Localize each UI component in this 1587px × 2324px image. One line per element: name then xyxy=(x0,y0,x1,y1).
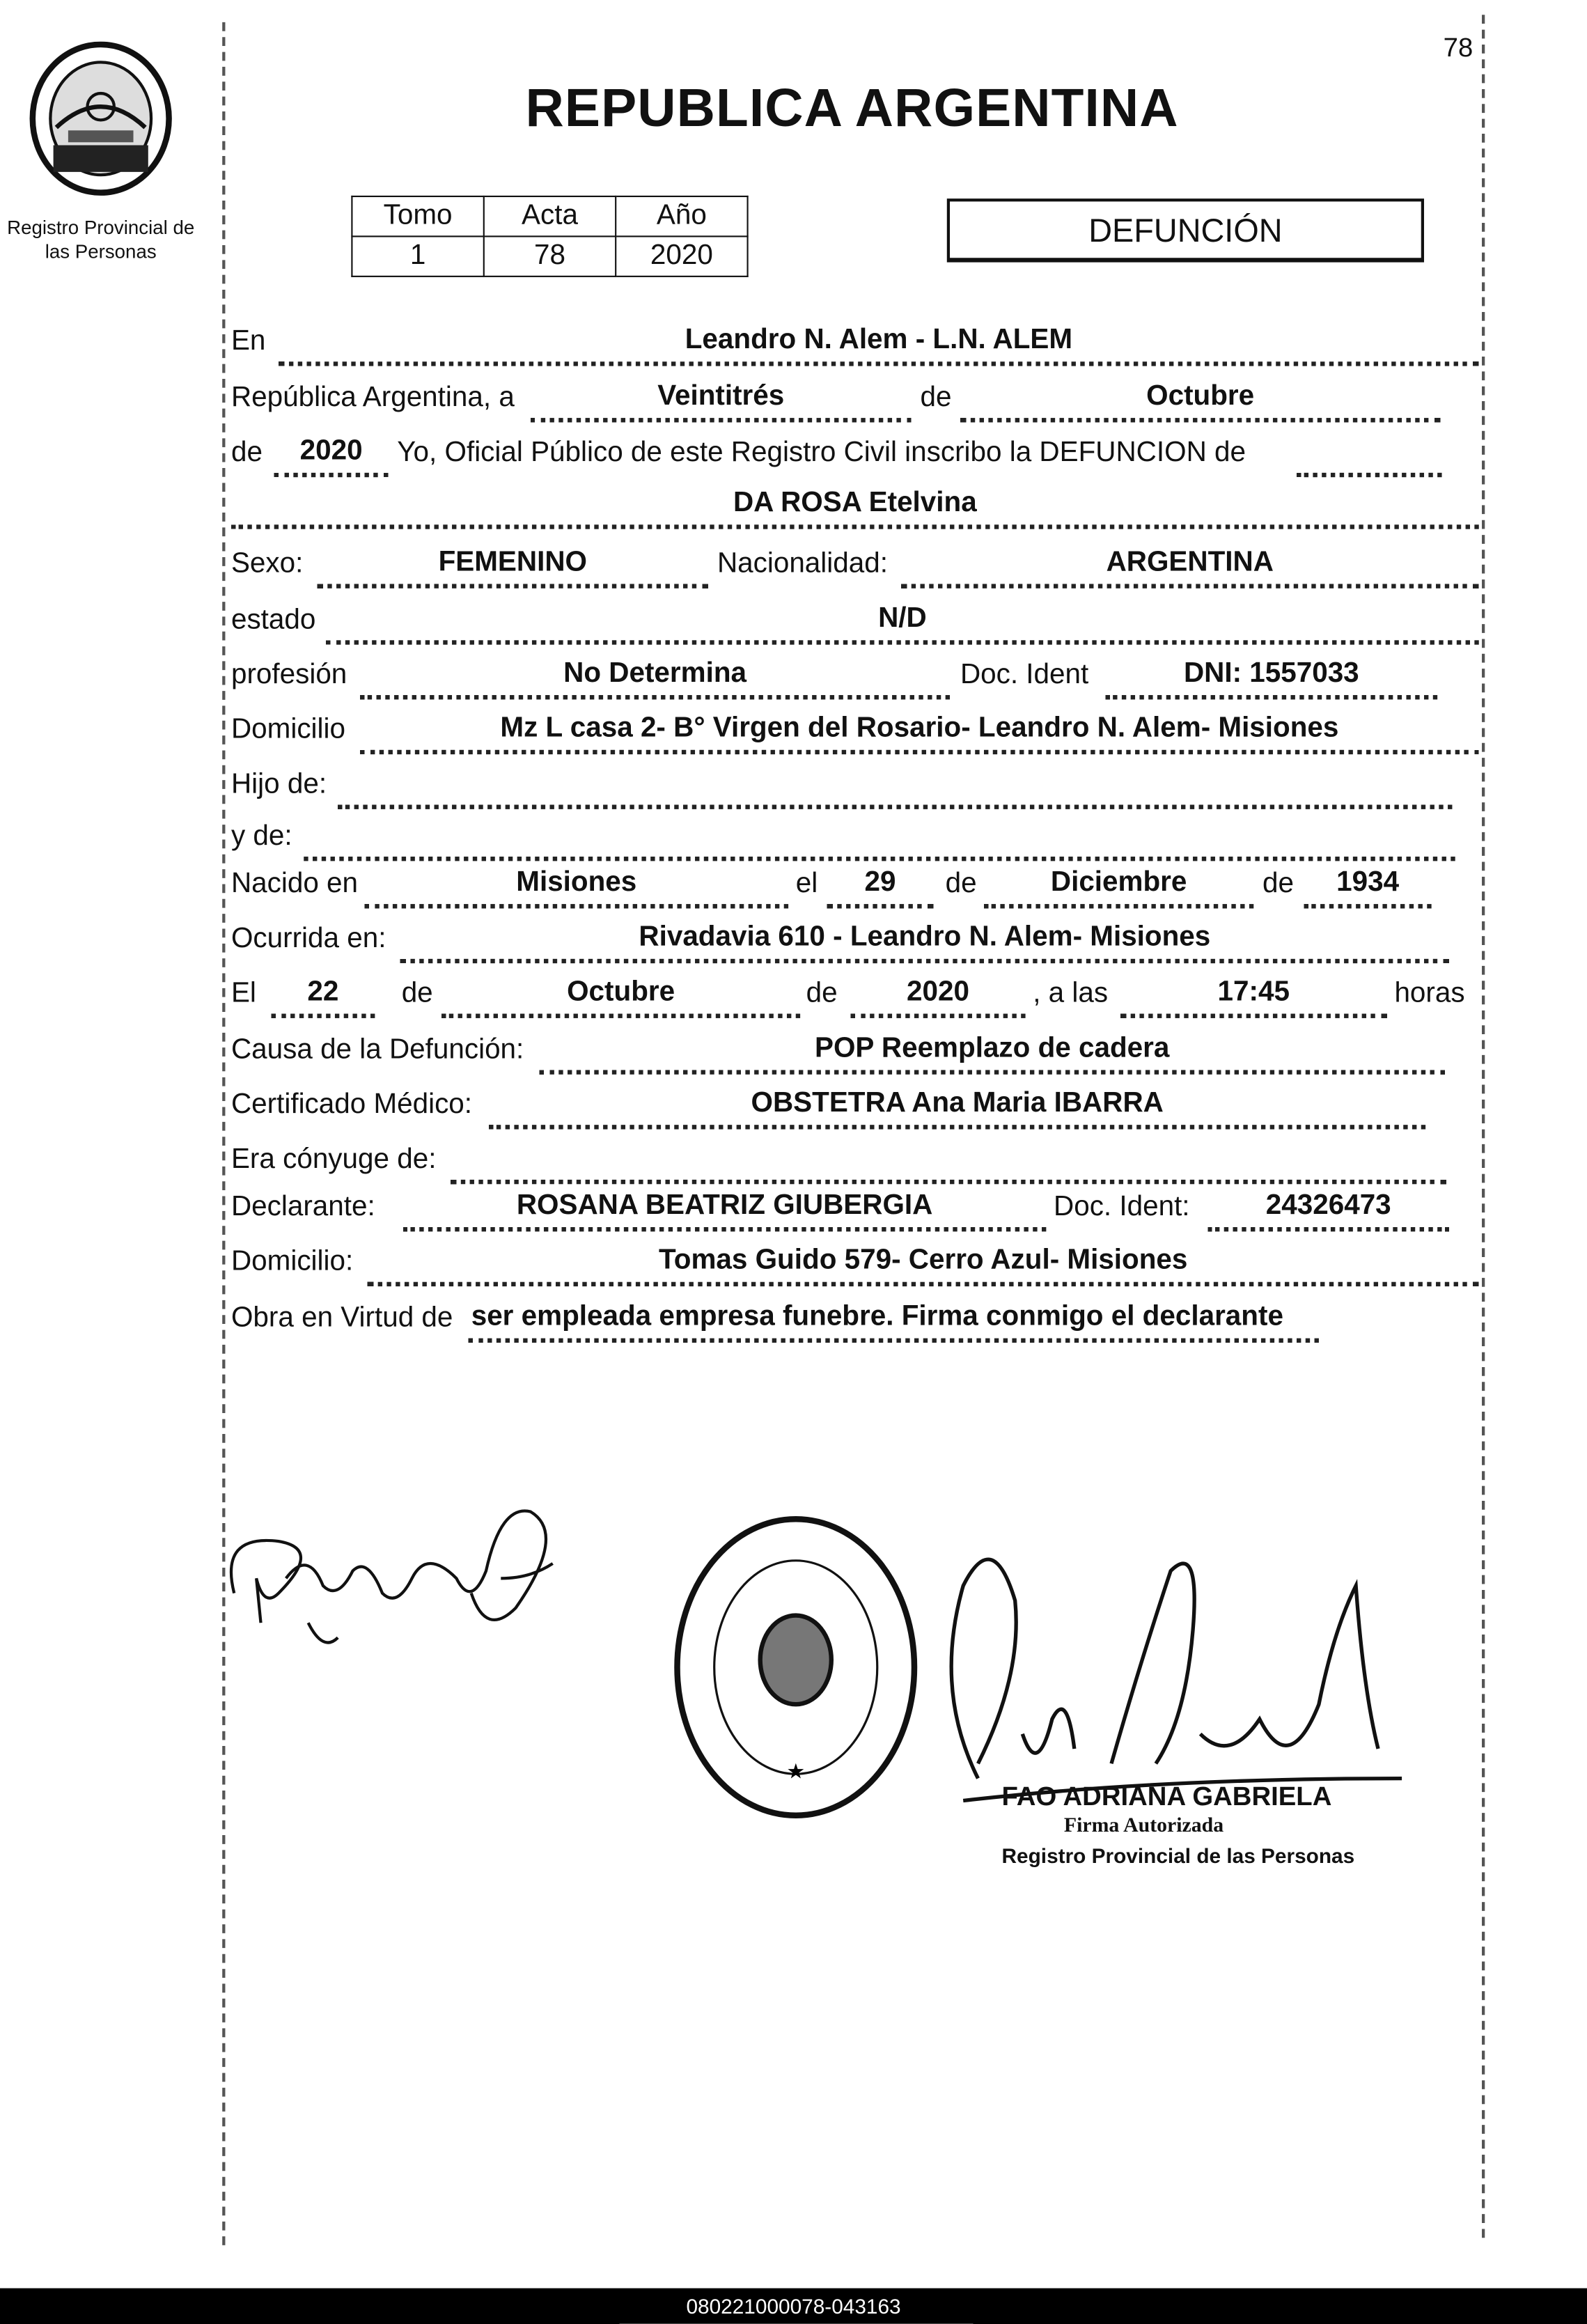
page-title: REPUBLICA ARGENTINA xyxy=(525,77,1179,138)
El-label: El xyxy=(230,978,256,1010)
muerte-dia-field xyxy=(271,976,375,1018)
de-label: de xyxy=(806,978,838,1010)
sexo-field xyxy=(317,547,708,588)
muerte-anio-field xyxy=(850,976,1025,1018)
doc-ident-field xyxy=(1105,657,1437,699)
nacionalidad-field xyxy=(901,547,1479,588)
nacionalidad-value: ARGENTINA xyxy=(1106,547,1274,578)
obra-value: ser empleada empresa funebre. Firma conmigo el declarante xyxy=(471,1301,1283,1333)
nacido-lugar-field xyxy=(364,866,788,908)
conyuge-label: Era cónyuge de: xyxy=(230,1144,437,1176)
profesion-value: No Determina xyxy=(563,657,747,689)
year-value: 2020 xyxy=(299,435,363,467)
yde-label: y de: xyxy=(230,820,292,852)
declarante-domicilio-value: Tomas Guido 579- Cerro Azul- Misiones xyxy=(659,1245,1188,1277)
declarante-field xyxy=(403,1190,1047,1231)
declarante-label: Declarante: xyxy=(230,1191,375,1223)
certificado-label: Certificado Médico: xyxy=(230,1089,473,1121)
month-field xyxy=(960,380,1440,422)
ocurrida-value: Rivadavia 610 - Leandro N. Alem- Misiones xyxy=(639,921,1211,953)
nacido-lugar-value: Misiones xyxy=(516,866,637,898)
sexo-label: Sexo: xyxy=(230,548,304,580)
causa-value: POP Reemplazo de cadera xyxy=(815,1033,1170,1064)
value-tomo: 1 xyxy=(352,236,483,276)
ocurrida-field xyxy=(400,921,1450,963)
official-name: FAO ADRIANA GABRIELA xyxy=(1001,1781,1332,1811)
domicilio2-label: Domicilio: xyxy=(230,1246,354,1278)
certificado-field xyxy=(489,1087,1425,1129)
certificado-value: OBSTETRA Ana Maria IBARRA xyxy=(751,1087,1164,1119)
record-table xyxy=(351,196,748,277)
deceased-name-field xyxy=(231,488,1479,529)
alas-label: , a las xyxy=(1033,978,1109,1010)
value-acta: 78 xyxy=(484,236,616,276)
nacionalidad-label: Nacionalidad: xyxy=(717,548,888,580)
record-type-box: DEFUNCIÓN xyxy=(947,198,1424,263)
registry-label: Registro Provincial de las Personas xyxy=(7,216,195,263)
de-label: de xyxy=(945,868,977,900)
left-margin-line xyxy=(222,22,225,2245)
en-value-field xyxy=(279,325,1479,366)
nacido-mes-value: Diciembre xyxy=(1050,866,1187,898)
sexo-value: FEMENINO xyxy=(438,547,587,578)
blank-field xyxy=(1297,440,1442,477)
domicilio-field xyxy=(360,712,1479,754)
estado-label: estado xyxy=(230,605,316,636)
horas-label: horas xyxy=(1394,978,1465,1010)
nacido-mes-field xyxy=(984,866,1253,908)
page-number: 78 xyxy=(1443,32,1473,63)
muerte-anio-value: 2020 xyxy=(907,976,970,1008)
de-label: de xyxy=(920,382,952,414)
blank-field xyxy=(451,1147,1446,1184)
domicilio-value: Mz L casa 2- B° Virgen del Rosario- Leandro N. Alem- Misiones xyxy=(500,712,1339,744)
official-org: Registro Provincial de las Personas xyxy=(1001,1843,1355,1868)
causa-label: Causa de la Defunción: xyxy=(230,1034,524,1066)
profesion-field xyxy=(360,657,950,699)
causa-field xyxy=(540,1033,1445,1075)
muerte-mes-value: Octubre xyxy=(567,976,675,1008)
declarante-doc-field xyxy=(1207,1190,1449,1231)
nacido-anio-value: 1934 xyxy=(1336,866,1400,898)
obra-field xyxy=(468,1301,1318,1343)
month-value: Octubre xyxy=(1146,380,1255,412)
header-anio: Año xyxy=(616,196,747,236)
nacido-label: Nacido en xyxy=(230,868,359,900)
muerte-mes-field xyxy=(441,976,800,1018)
svg-text:★: ★ xyxy=(786,1760,806,1784)
hijo-label: Hijo de: xyxy=(230,769,327,801)
en-label: En xyxy=(230,326,266,357)
doc-ident-label: Doc. Ident xyxy=(960,659,1089,691)
official-role: Firma Autorizada xyxy=(1063,1815,1224,1838)
declarante-value: ROSANA BEATRIZ GIUBERGIA xyxy=(516,1190,933,1222)
domicilio-label: Domicilio xyxy=(230,714,345,746)
estado-field xyxy=(326,603,1479,644)
blank-field xyxy=(338,772,1452,809)
de-label: de xyxy=(401,978,433,1010)
muerte-dia-value: 22 xyxy=(307,976,339,1008)
obra-label: Obra en Virtud de xyxy=(230,1302,453,1334)
estado-value: N/D xyxy=(878,603,927,634)
profesion-label: profesión xyxy=(230,659,347,691)
year-field xyxy=(274,435,389,477)
header-tomo: Tomo xyxy=(352,196,483,236)
day-words-field xyxy=(531,380,912,422)
republica-label: República Argentina, a xyxy=(230,382,515,414)
de-label: de xyxy=(1262,868,1295,900)
deceased-name-value: DA ROSA Etelvina xyxy=(733,488,977,519)
registry-seal xyxy=(670,1512,922,1823)
hora-value: 17:45 xyxy=(1217,976,1290,1008)
nacido-dia-value: 29 xyxy=(864,866,896,898)
ocurrida-label: Ocurrida en: xyxy=(230,923,386,955)
doc-ident2-label: Doc. Ident: xyxy=(1054,1191,1190,1223)
de-label: de xyxy=(230,437,263,469)
en-value-value: Leandro N. Alem - L.N. ALEM xyxy=(685,325,1073,356)
declarante-doc-value: 24326473 xyxy=(1265,1190,1391,1222)
day-words-value: Veintitrés xyxy=(657,380,785,412)
value-anio: 2020 xyxy=(616,236,747,276)
declarante-domicilio-field xyxy=(368,1245,1479,1286)
el-label: el xyxy=(795,868,818,900)
blank-field xyxy=(304,824,1455,861)
nacido-dia-field xyxy=(827,866,933,908)
inscribo-text: Yo, Oficial Público de este Registro Civil inscribo la DEFUNCION de xyxy=(397,437,1246,469)
hora-field xyxy=(1120,976,1387,1018)
right-margin-line xyxy=(1482,15,1485,2238)
doc-ident-value: DNI: 1557033 xyxy=(1183,657,1359,689)
barcode-id-footer: 080221000078-043163 xyxy=(0,2288,1587,2324)
official-signature xyxy=(934,1541,1408,1808)
declarant-signature xyxy=(219,1490,575,1667)
nacido-anio-field xyxy=(1304,866,1432,908)
header-acta: Acta xyxy=(484,196,616,236)
